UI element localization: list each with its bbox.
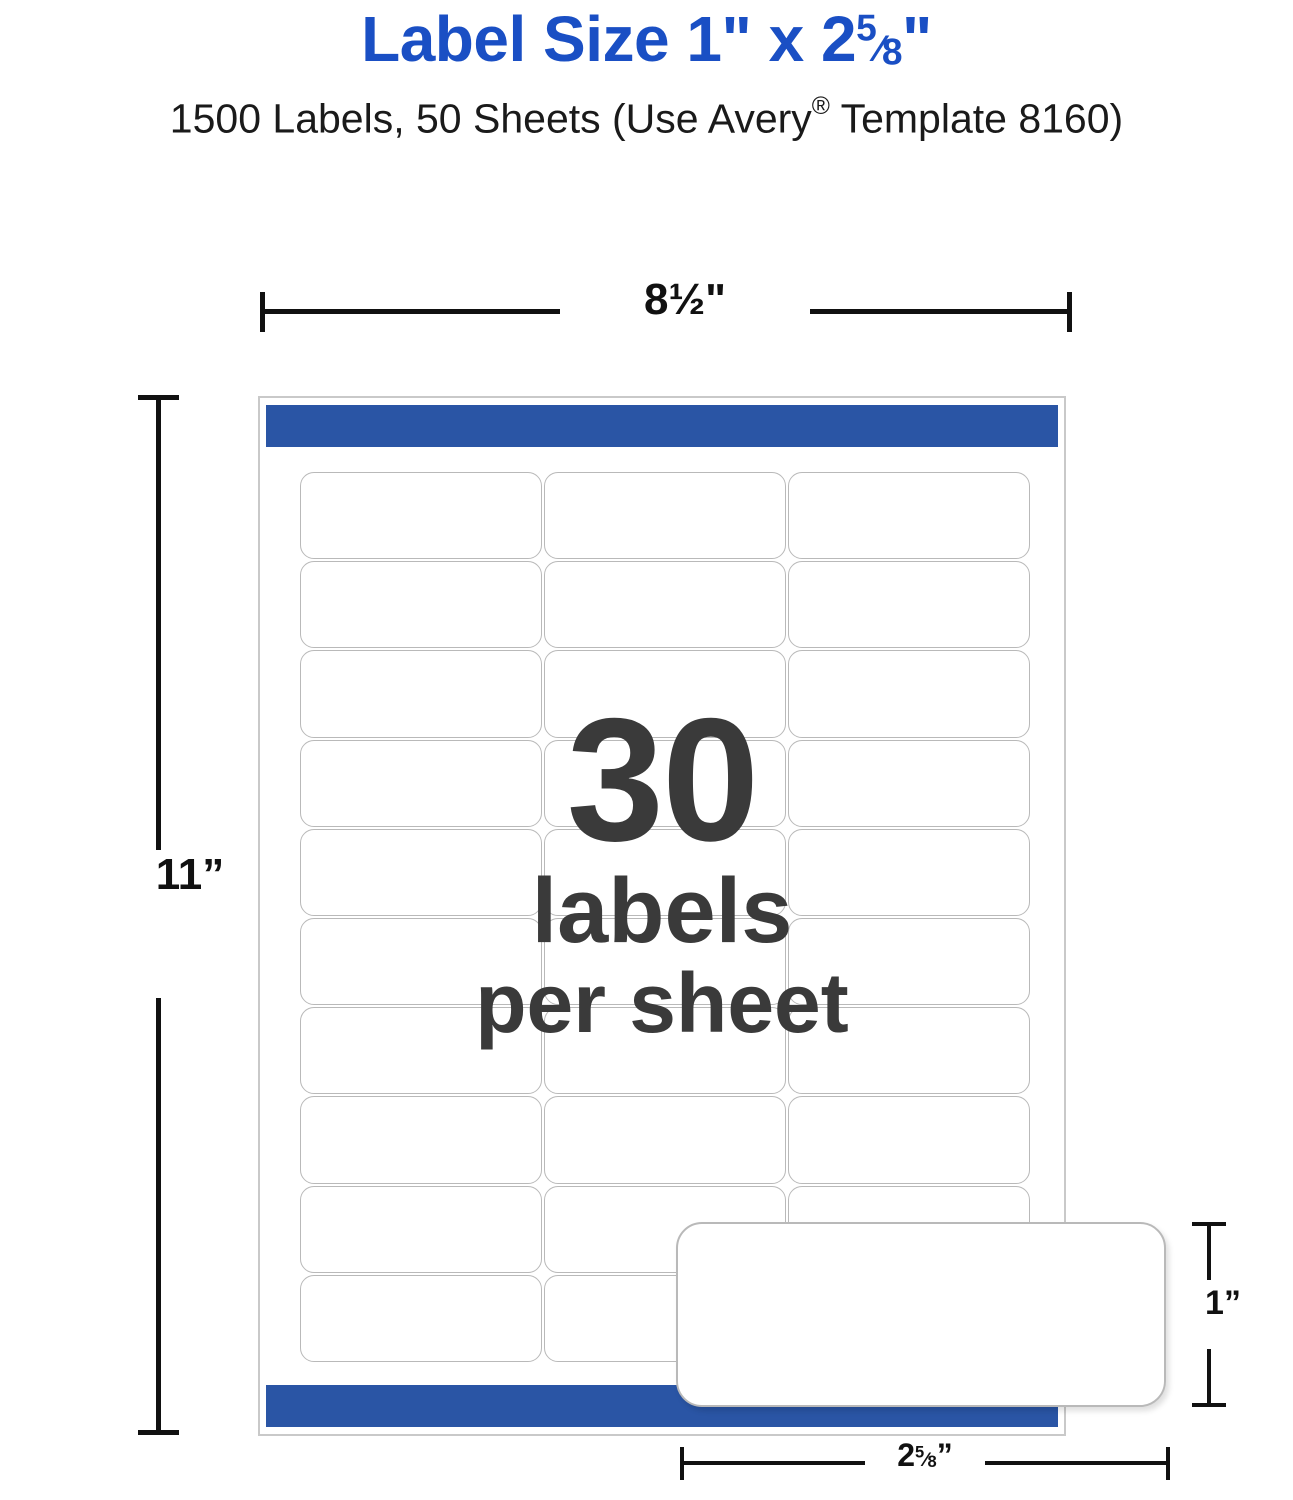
label-width-line-left	[680, 1461, 865, 1465]
label-height-label: 1”	[1205, 1284, 1241, 1322]
page-title-suffix: "	[902, 3, 932, 75]
label-width-fraction: $^5⁄_8$	[915, 1442, 937, 1471]
label-cell	[788, 829, 1030, 916]
label-cell	[300, 740, 542, 827]
title-fraction: $^5⁄_8$	[856, 6, 903, 73]
label-width-whole: 2	[897, 1437, 916, 1473]
label-dimension-end-cap-bottom	[1192, 1403, 1226, 1407]
label-cell	[300, 829, 542, 916]
label-cell	[544, 650, 786, 737]
dimension-end-cap-right	[1067, 292, 1072, 332]
sheet-width-dimension	[260, 275, 1072, 331]
subtitle-prefix: 1500 Labels, 50 Sheets (Use Avery	[169, 95, 812, 142]
label-cell	[544, 561, 786, 648]
label-cell	[788, 740, 1030, 827]
dimension-line-top	[156, 395, 161, 850]
label-cell	[788, 561, 1030, 648]
label-cell	[300, 561, 542, 648]
label-cell	[300, 918, 542, 1005]
label-width-denominator: 8	[927, 1451, 937, 1471]
label-cell	[544, 740, 786, 827]
callout-count: 30	[566, 683, 758, 878]
label-cell	[788, 650, 1030, 737]
callout-line-two: labels	[531, 860, 793, 962]
dimension-line-right	[810, 309, 1072, 314]
dimension-end-cap-bottom	[138, 1430, 179, 1435]
sheet-top-band	[266, 405, 1058, 447]
label-cell	[300, 1007, 542, 1094]
label-width-numerator: 5	[915, 1442, 925, 1462]
label-cell	[544, 918, 786, 1005]
title-fraction-numerator: 5	[856, 6, 877, 49]
label-cell	[300, 472, 542, 559]
label-width-line-right	[985, 1461, 1170, 1465]
label-cell	[788, 918, 1030, 1005]
label-cell	[544, 1096, 786, 1183]
label-cell	[788, 1096, 1030, 1183]
sheet-width-label: 8½"	[643, 275, 727, 324]
dimension-line-bottom	[156, 998, 161, 1435]
label-cell	[788, 1007, 1030, 1094]
label-cell	[544, 472, 786, 559]
dimension-line-left	[260, 309, 560, 314]
registered-trademark-icon: ®	[811, 93, 830, 121]
label-cell	[544, 829, 786, 916]
sheet-height-dimension	[130, 395, 250, 1435]
label-cell	[300, 1275, 542, 1362]
label-width-label	[865, 1437, 985, 1474]
label-cell	[544, 1007, 786, 1094]
label-dimension-line-bottom	[1207, 1349, 1211, 1407]
sample-label	[676, 1222, 1166, 1407]
page-title-prefix: Label Size 1" x 2	[361, 3, 857, 75]
title-fraction-denominator: 8	[881, 30, 903, 73]
label-height-dimension	[1175, 1222, 1265, 1407]
callout-line-three: per sheet	[475, 956, 849, 1050]
sheet-height-label: 11”	[155, 850, 225, 899]
label-width-end-cap-right	[1166, 1447, 1170, 1480]
label-cell	[300, 1096, 542, 1183]
label-dimension-line-top	[1207, 1222, 1211, 1280]
label-cell	[300, 1186, 542, 1273]
label-cell	[300, 650, 542, 737]
subtitle-suffix: Template 8160)	[829, 95, 1124, 142]
label-width-unit: ”	[936, 1437, 953, 1473]
label-cell	[788, 472, 1030, 559]
label-width-dimension	[680, 1437, 1170, 1487]
